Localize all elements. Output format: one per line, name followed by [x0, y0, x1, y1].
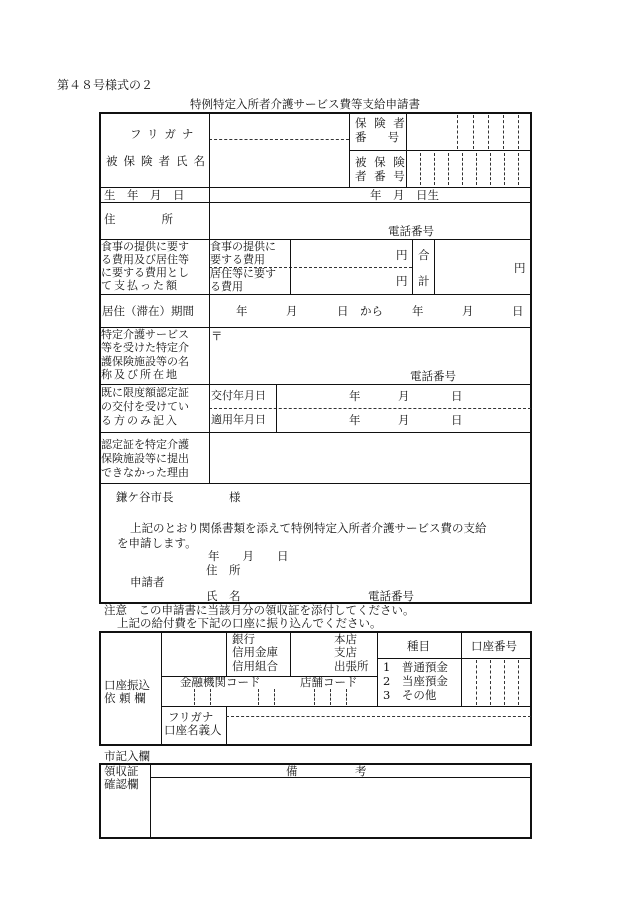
rule-line: [412, 239, 413, 294]
rule-line: [473, 115, 474, 149]
facility-label-4: 称及び所在地: [101, 368, 179, 381]
residence-yen: 円: [396, 274, 408, 288]
apply-day: 日: [451, 413, 463, 427]
insured-number-label-1: 被 保 険: [355, 155, 407, 169]
reason-label-3: できなかった理由: [101, 466, 189, 479]
period-from-day: 日: [337, 304, 349, 318]
account-type-3: 3 その他: [383, 688, 437, 702]
rule-line: [290, 632, 291, 676]
reason-label-1: 認定証を特定介護: [101, 438, 189, 451]
period-from-year: 年: [236, 304, 248, 318]
addressee-sama: 様: [229, 490, 241, 504]
issue-year: 年: [349, 389, 361, 403]
receipt-label-2: 確認欄: [104, 777, 139, 791]
institution-shinkin: 信用金庫: [232, 645, 278, 659]
account-type-1: 1 普通預金: [383, 660, 448, 674]
rule-line: [226, 632, 227, 676]
rule-line: [377, 632, 378, 706]
period-from-month: 月: [286, 304, 298, 318]
furigana-label: フリガナ: [130, 127, 200, 141]
rule-line: [349, 150, 531, 151]
facility-label-2: 等を受けた特定介: [101, 341, 189, 354]
bank-label-1: 口座振込: [104, 678, 150, 692]
rule-line: [476, 153, 477, 185]
account-number-header: 口座番号: [471, 639, 517, 653]
apply-month: 月: [398, 413, 410, 427]
facility-label-1: 特定介護サービス: [101, 328, 189, 341]
applicant-label: 申請者: [130, 575, 165, 589]
insured-number-label-2: 者 番 号: [355, 169, 407, 183]
rule-line: [488, 115, 489, 149]
form-title: 特例特定入所者介護サービス費等支給申請書: [190, 97, 420, 111]
rule-line: [490, 153, 491, 185]
reason-label-2: 保険施設等に提出: [101, 452, 189, 465]
declaration-text-2: を申請します。: [117, 536, 197, 550]
cost-label-1: 食事の提供に要す: [101, 240, 189, 253]
rule-line: [434, 153, 435, 185]
issue-day: 日: [451, 389, 463, 403]
account-type-2: 2 当座預金: [383, 674, 448, 688]
address-label: 住 所: [104, 212, 173, 226]
institution-bank: 銀行: [232, 632, 255, 646]
address-phone-label: 電話番号: [388, 224, 434, 238]
note-1: 注意 この申請書に当該月分の領収証を添付してください。: [104, 603, 415, 617]
branch-code-label: 店舗コード: [300, 675, 358, 689]
declaration-text-1: 上記のとおり関係書類を添えて特例特定入所者介護サービス費の支給: [130, 521, 487, 535]
facility-label-3: 護保険施設等の名: [101, 355, 189, 368]
rule-line: [161, 632, 162, 745]
rule-line: [276, 384, 277, 432]
form-number: 第４８号様式の２: [57, 78, 154, 92]
rule-line: [457, 115, 458, 149]
apply-date-label: 適用年月日: [211, 413, 266, 426]
branch-shiten: 支店: [334, 645, 357, 659]
bank-label-2: 依 頼 欄: [104, 691, 146, 705]
city-section-title: 市記入欄: [104, 749, 150, 763]
rule-line: [100, 432, 531, 433]
rule-line: [209, 113, 210, 483]
cost-label-4: て支払った額: [101, 279, 179, 292]
rule-line: [490, 660, 491, 705]
rule-line: [150, 764, 151, 838]
institution-kumiai: 信用組合: [232, 659, 278, 673]
residence-cost-label-2: る費用: [210, 280, 243, 293]
branch-honten: 本店: [334, 632, 357, 646]
rule-line: [330, 689, 331, 705]
period-to-month: 月: [462, 304, 474, 318]
rule-line: [226, 716, 531, 717]
declaration-date: 年 月 日: [208, 549, 289, 563]
rule-line: [518, 660, 519, 705]
period-kara: から: [360, 304, 383, 318]
rule-line: [258, 689, 259, 705]
total-label-2: 計: [418, 274, 430, 288]
receipt-label-1: 領収証: [104, 764, 139, 778]
rule-line: [504, 660, 505, 705]
rule-line: [346, 689, 347, 705]
total-yen: 円: [514, 261, 526, 275]
apply-year: 年: [349, 413, 361, 427]
addressee: 鎌ケ谷市長: [116, 490, 174, 504]
issue-date-label: 交付年月日: [211, 389, 266, 402]
rule-line: [434, 239, 435, 294]
applicant-name-label: 氏 名: [206, 589, 241, 603]
insured-name-label: 被保険者氏名: [106, 154, 211, 168]
period-to-day: 日: [512, 304, 524, 318]
rule-line: [274, 689, 275, 705]
rule-line: [100, 202, 531, 203]
holder-name-label: 口座名義人: [164, 723, 222, 737]
certificate-label-2: の交付を受けてい: [101, 400, 189, 413]
rule-line: [462, 153, 463, 185]
rule-line: [448, 153, 449, 185]
applicant-phone-label: 電話番号: [368, 589, 414, 603]
meal-cost-label-1: 食事の提供に: [210, 240, 276, 253]
facility-phone-label: 電話番号: [410, 369, 456, 383]
rule-line: [518, 115, 519, 149]
rule-line: [420, 153, 421, 185]
remarks-label: 備 考: [286, 764, 367, 778]
account-type-header: 種目: [407, 639, 430, 653]
rule-line: [461, 632, 462, 706]
rule-line: [314, 689, 315, 705]
cost-label-2: る費用及び居住等: [101, 253, 189, 266]
period-to-year: 年: [412, 304, 424, 318]
period-label: 居住（滞在）期間: [102, 304, 194, 318]
issue-month: 月: [398, 389, 410, 403]
cost-label-3: に要する費用とし: [101, 266, 189, 279]
branch-shutchojo: 出張所: [334, 659, 369, 673]
rule-line: [100, 384, 531, 385]
rule-line: [194, 689, 195, 705]
insurer-number-label-1: 保 険 者: [355, 116, 407, 130]
rule-line: [476, 660, 477, 705]
applicant-address-label: 住 所: [206, 563, 241, 577]
rule-line: [518, 153, 519, 185]
rule-line: [100, 483, 531, 484]
total-label-1: 合: [418, 248, 430, 262]
rule-line: [100, 294, 531, 295]
rule-line: [209, 139, 349, 140]
rule-line: [162, 706, 531, 707]
rule-line: [209, 408, 531, 409]
rule-line: [226, 706, 227, 745]
meal-cost-label-2: 要する費用: [210, 253, 265, 266]
birth-value: 年 月 日生: [370, 188, 439, 202]
certificate-label-3: る方のみ記入: [101, 414, 179, 427]
rule-line: [504, 153, 505, 185]
rule-line: [290, 239, 291, 294]
bank-code-label: 金融機関コード: [180, 675, 261, 689]
note-2: 上記の給付費を下記の口座に振り込んでください。: [117, 616, 382, 630]
rule-line: [210, 689, 211, 705]
postal-mark: 〒: [211, 329, 223, 343]
meal-yen: 円: [396, 248, 408, 262]
rule-line: [349, 113, 350, 187]
holder-furigana-label: フリガナ: [168, 710, 214, 724]
rule-line: [377, 658, 531, 659]
certificate-label-1: 既に限度額認定証: [101, 386, 189, 399]
residence-cost-label-1: 居住等に要す: [210, 267, 276, 280]
insurer-number-label-2: 番 号: [355, 130, 402, 144]
rule-line: [503, 115, 504, 149]
birth-label: 生 年 月 日: [104, 188, 185, 202]
